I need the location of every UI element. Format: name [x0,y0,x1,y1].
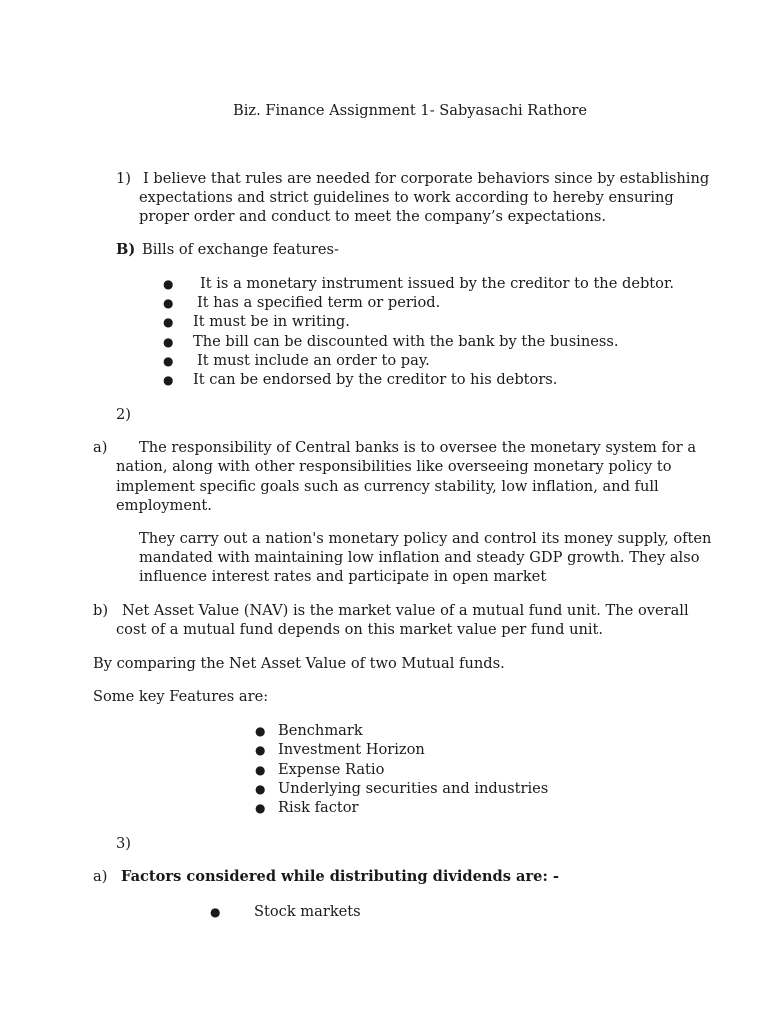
feature-item-3: Expense Ratio [278,761,385,778]
q1-number: 1) [116,170,131,187]
bullet-icon: ● [163,315,174,329]
q1b-bullet-5: It must include an order to pay. [197,352,430,369]
q2a-label: a) [93,439,108,456]
q1b-bullet-3: It must be in writing. [193,313,350,330]
bullet-icon: ● [163,354,174,368]
page-title: Biz. Finance Assignment 1- Sabyasachi Rathore [233,102,587,119]
bullet-icon: ● [163,373,174,387]
q2b-label: b) [93,602,109,619]
q2a-line-2: nation, along with other responsibilities like overseeing monetary policy to [116,458,672,475]
feature-item-1: Benchmark [278,722,363,739]
feature-item-4: Underlying securities and industries [278,780,549,797]
bullet-icon: ● [163,296,174,310]
q3-number: 3) [116,835,131,852]
q1b-bullet-2: It has a specified term or period. [197,294,441,311]
bullet-icon: ● [255,763,266,777]
q2-comparing: By comparing the Net Asset Value of two Mutual funds. [93,655,505,672]
bullet-icon: ● [255,782,266,796]
feature-item-5: Risk factor [278,799,359,816]
q2a-para2-line-3: influence interest rates and participate in open market [139,568,547,585]
q1b-label: B) [116,241,136,258]
bullet-icon: ● [163,335,174,349]
bullet-icon: ● [163,277,174,291]
q2a-line-4: employment. [116,497,212,514]
bullet-icon: ● [210,905,221,919]
q2b-line-1: Net Asset Value (NAV) is the market value of a mutual fund unit. The overall [122,602,689,619]
q3a-label: a) [93,868,108,885]
q1b-bullet-6: It can be endorsed by the creditor to his debtors. [193,371,558,388]
q3-bullet-1: Stock markets [254,903,361,920]
q2-features-intro: Some key Features are: [93,688,269,705]
bullet-icon: ● [255,743,266,757]
bullet-icon: ● [255,801,266,815]
q2a-line-3: implement specific goals such as currency stability, low inflation, and full [116,478,659,495]
bullet-icon: ● [255,724,266,738]
q1-line-1: I believe that rules are needed for corporate behaviors since by establishing [143,170,710,187]
q1b-heading: Bills of exchange features- [142,241,339,258]
q2b-line-2: cost of a mutual fund depends on this market value per fund unit. [116,621,604,638]
q2a-para2-line-2: mandated with maintaining low inflation and steady GDP growth. They also [139,549,700,566]
q2-number: 2) [116,406,131,423]
q2a-line-1: The responsibility of Central banks is to oversee the monetary system for a [139,439,697,456]
feature-item-2: Investment Horizon [278,741,425,758]
q1b-bullet-4: The bill can be discounted with the bank by the business. [193,333,619,350]
q2a-para2-line-1: They carry out a nation's monetary policy and control its money supply, often [139,530,712,547]
q3a-heading: Factors considered while distributing dividends are: - [121,868,559,885]
q1b-bullet-1: It is a monetary instrument issued by the creditor to the debtor. [200,275,674,292]
q1-line-3: proper order and conduct to meet the company’s expectations. [139,208,607,225]
q1-line-2: expectations and strict guidelines to work according to hereby ensuring [139,189,674,206]
